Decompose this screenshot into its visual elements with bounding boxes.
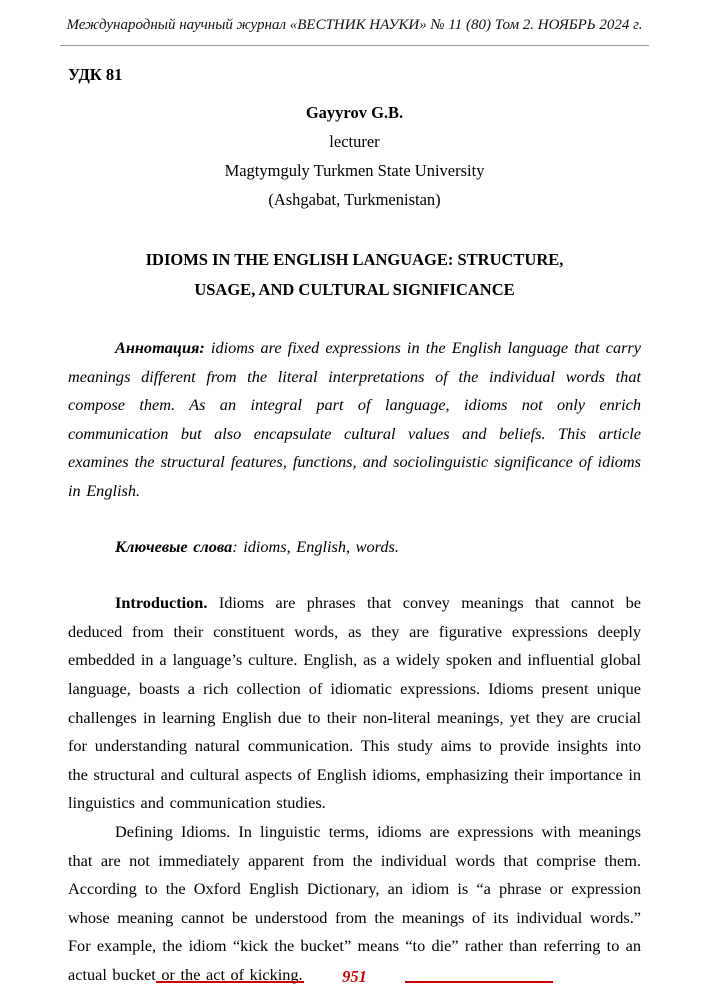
author-block xyxy=(68,98,641,214)
introduction-paragraph xyxy=(68,589,641,818)
author-name: Gayyrov G.B. xyxy=(305,103,404,122)
journal-running-head: Международный научный журнал «ВЕСТНИК НАУКИ» № 11 (80) Том 2. НОЯБРЬ 2024 г. xyxy=(66,17,643,33)
page-footer xyxy=(0,967,709,987)
defining-idioms-text: Defining Idioms. In linguistic terms, idioms are expressions with meanings that are not immediately apparent from the individual words that comprise them. According to the Oxford English Dictionary, an idiom is “a phrase or expression whose meaning cannot be understood from the meanings of its individual words.” For example, the idiom “kick the bucket” means “to die” rather than referring to an actual bucket or the act of kicking. xyxy=(68,821,641,984)
footer-rule-right xyxy=(405,981,553,983)
keywords-label: Ключевые слова xyxy=(115,536,233,556)
article-title xyxy=(68,245,641,305)
defining-idioms-paragraph xyxy=(68,818,641,990)
article-content xyxy=(0,65,709,989)
footer-rule-left xyxy=(156,981,304,983)
author-location: (Ashgabat, Turkmenistan) xyxy=(268,190,441,209)
introduction-text: Idioms are phrases that convey meanings that cannot be deduced from their constituent words, as they are figurative expressions deeply embedded in a language’s culture. English, as a widely spoken and influential global language, boasts a rich collection of idiomatic expressions. Idioms present unique challenges in learning English due to their non-literal meanings, yet they are crucial for understanding natural communication. This study aims to provide insights into the structural and cultural aspects of English idioms, emphasizing their importance in linguistics and communication studies. xyxy=(68,593,641,813)
article-title-line-2: USAGE, AND CULTURAL SIGNIFICANCE xyxy=(194,280,515,299)
abstract-label: Аннотация: xyxy=(115,338,205,357)
abstract-text: idioms are fixed expressions in the English language that carry meanings different from the literal interpretations of the individual words that compose them. As an integral part of language, idioms not only enrich communication but also encapsulate cultural values and beliefs. This article examines the structural features, functions, and sociolinguistic significance of idioms in English. xyxy=(68,338,641,500)
introduction-label: Introduction. xyxy=(115,593,208,613)
author-position: lecturer xyxy=(329,132,380,151)
header-divider xyxy=(60,45,649,46)
keywords-text: : idioms, English, words. xyxy=(232,536,399,556)
udc-code: УДК 81 xyxy=(68,65,123,84)
page-number: 951 xyxy=(342,967,367,986)
author-affiliation: Magtymguly Turkmen State University xyxy=(224,161,485,180)
keywords-line xyxy=(68,533,641,562)
article-title-line-1: IDIOMS IN THE ENGLISH LANGUAGE: STRUCTURE, xyxy=(145,250,564,269)
abstract-paragraph xyxy=(68,334,641,506)
